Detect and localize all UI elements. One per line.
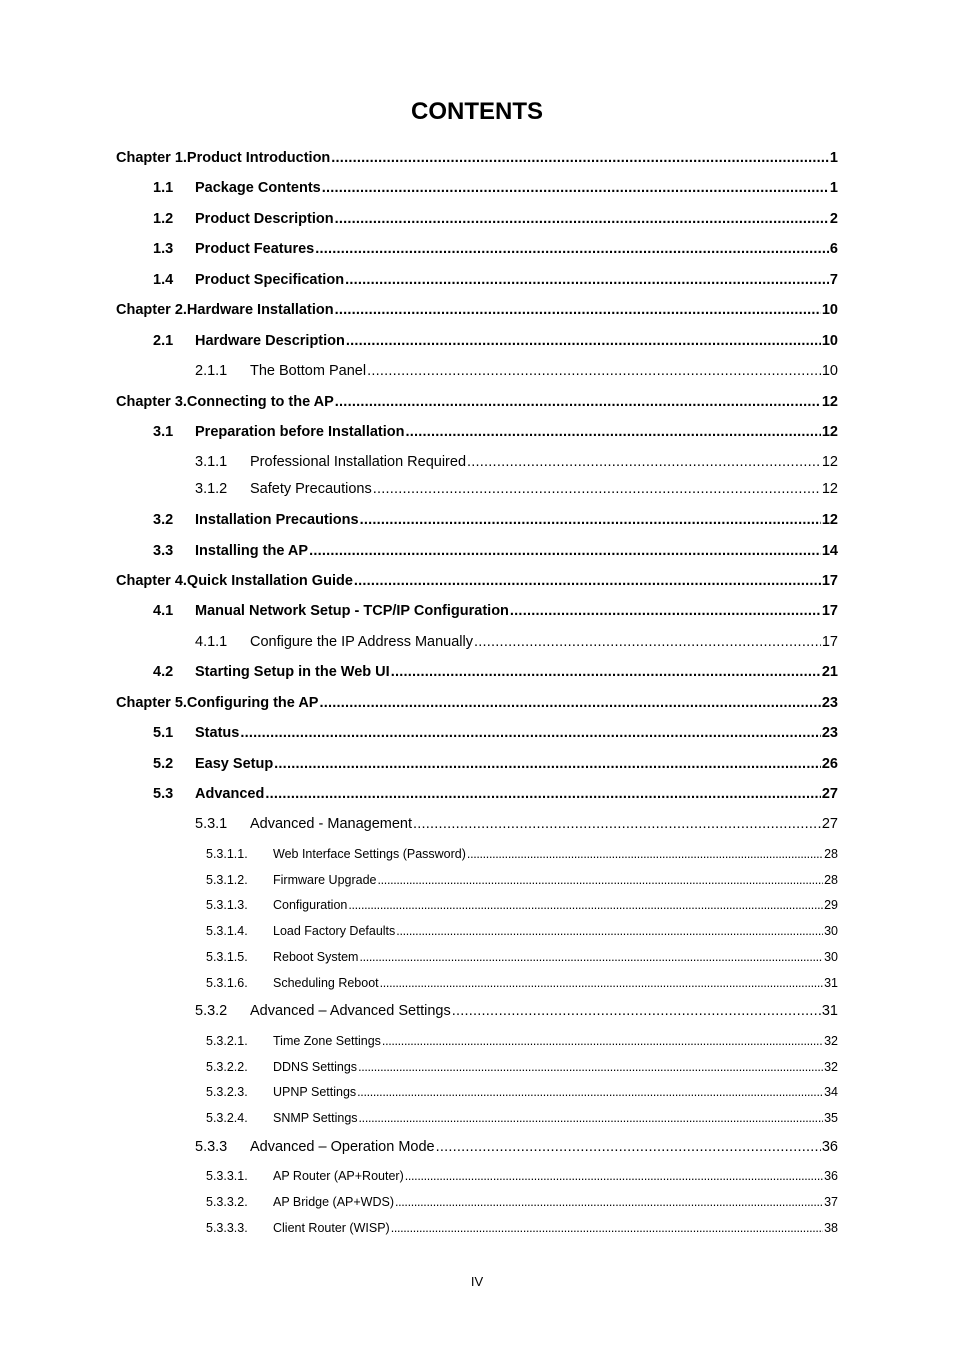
toc-number: 5.1 [153,725,174,741]
toc-entry[interactable] [116,211,838,227]
toc-leader [359,1111,824,1125]
toc-label: Advanced - Management [250,816,413,832]
toc-entry[interactable] [116,394,838,410]
toc-label: Configuration [273,898,348,912]
toc-entry[interactable] [116,898,838,912]
toc-entry[interactable] [116,512,838,528]
toc-label: Easy Setup [195,756,274,772]
toc-page: 12 [821,512,838,528]
toc-entry[interactable] [116,603,838,619]
toc-page: 32 [824,1034,838,1048]
toc-label: Advanced – Advanced Settings [250,1003,451,1019]
toc-entry[interactable] [116,756,838,772]
toc-page: 38 [824,1221,838,1235]
toc-leader [510,603,821,619]
toc-leader [346,333,821,349]
toc-leader [359,950,823,964]
toc-number: Chapter 1. [116,150,187,166]
toc-entry[interactable] [116,695,838,711]
toc-number: 5.3.2.2. [206,1060,248,1074]
toc-leader [413,816,821,832]
toc-label: Firmware Upgrade [273,873,377,887]
toc-number: Chapter 5. [116,695,187,711]
toc-entry[interactable] [116,1221,838,1235]
toc-label: The Bottom Panel [250,363,367,379]
toc-number: 5.3.3.1. [206,1169,248,1183]
toc-number: 5.3.1 [195,816,228,832]
toc-leader [335,211,829,227]
toc-entry[interactable] [116,454,838,470]
toc-page: 12 [821,454,838,470]
toc-number: Chapter 4. [116,573,187,589]
toc-entry[interactable] [116,150,838,166]
toc-page: 29 [824,898,838,912]
toc-page: 17 [821,573,838,589]
toc-number: 5.3.1.2. [206,873,248,887]
toc-label: Installation Precautions [195,512,359,528]
toc-page: 23 [821,725,838,741]
toc-leader [467,454,821,470]
toc-entry[interactable] [116,1085,838,1099]
toc-number: 2.1 [153,333,174,349]
toc-leader [406,424,821,440]
toc-number: 5.3.2.1. [206,1034,248,1048]
toc-number: 5.3.2.3. [206,1085,248,1099]
toc-number: 5.3.3 [195,1139,228,1155]
toc-entry[interactable] [116,786,838,802]
toc-entry[interactable] [116,634,838,650]
toc-leader [357,1085,823,1099]
toc-leader [467,847,823,861]
toc-leader [358,1060,823,1074]
toc-page: 36 [824,1169,838,1183]
toc-page: 30 [824,950,838,964]
toc-label: Configuring the AP [186,695,319,711]
toc-number: 3.1 [153,424,174,440]
toc-number: 3.1.2 [195,481,228,497]
toc-label: SNMP Settings [273,1111,358,1125]
toc-leader [391,664,821,680]
toc-leader [436,1139,821,1155]
toc-label: Load Factory Defaults [273,924,396,938]
toc-page: 17 [821,634,838,650]
toc-number: 1.2 [153,211,174,227]
toc-label: Safety Precautions [250,481,372,497]
toc-page: 31 [824,976,838,990]
toc-entry[interactable] [116,816,838,832]
toc-label: Product Specification [195,272,345,288]
toc-page: 26 [821,756,838,772]
toc-entry[interactable] [116,333,838,349]
toc-entry[interactable] [116,272,838,288]
toc-leader [354,573,821,589]
toc-page: 10 [821,302,838,318]
page-number: IV [470,1274,484,1289]
toc-number: 5.3.1.5. [206,950,248,964]
toc-label: Connecting to the AP [186,394,334,410]
toc-label: Web Interface Settings (Password) [273,847,466,861]
toc-page: 27 [821,786,838,802]
toc-leader [319,695,820,711]
toc-label: Reboot System [273,950,359,964]
toc-page: 35 [824,1111,838,1125]
toc-leader [405,1169,823,1183]
toc-leader [474,634,821,650]
toc-leader [452,1003,821,1019]
toc-label: Product Description [195,211,334,227]
toc-page: 23 [821,695,838,711]
toc-label: Scheduling Reboot [273,976,379,990]
toc-page: 1 [829,150,838,166]
toc-entry[interactable] [116,976,838,990]
toc-leader [373,481,821,497]
toc-entry[interactable] [116,1060,838,1074]
toc-page: 21 [821,664,838,680]
toc-page: 6 [829,241,838,257]
toc-entry[interactable] [116,573,838,589]
toc-entry[interactable] [116,1139,838,1155]
toc-entry[interactable] [116,924,838,938]
toc-page: 10 [821,333,838,349]
toc-entry[interactable] [116,543,838,559]
toc-page: 2 [829,211,838,227]
toc-label: DDNS Settings [273,1060,358,1074]
toc-leader [345,272,829,288]
toc-leader [367,363,821,379]
toc-leader [391,1221,823,1235]
toc-label: UPNP Settings [273,1085,357,1099]
toc-page: 14 [821,543,838,559]
toc-label: Starting Setup in the Web UI [195,664,390,680]
toc-leader [382,1034,823,1048]
toc-number: 5.3.1.6. [206,976,248,990]
toc-label: Professional Installation Required [250,454,467,470]
toc-number: 4.1.1 [195,634,228,650]
toc-label: Hardware Description [195,333,345,349]
toc-leader [274,756,821,772]
toc-page: 31 [821,1003,838,1019]
toc-page: 12 [821,424,838,440]
toc-label: Advanced [195,786,265,802]
toc-number: Chapter 3. [116,394,187,410]
toc-label: Time Zone Settings [273,1034,381,1048]
toc-number: 5.2 [153,756,174,772]
toc-number: 1.3 [153,241,174,257]
toc-entry[interactable] [116,1169,838,1183]
toc-leader [309,543,821,559]
toc-page: 27 [821,816,838,832]
toc-page: 12 [821,394,838,410]
toc-number: 2.1.1 [195,363,228,379]
toc-leader [396,924,823,938]
toc-leader [331,150,829,166]
toc-label: Installing the AP [195,543,309,559]
toc-leader [335,394,821,410]
toc-page: 12 [821,481,838,497]
toc-entry[interactable] [116,180,838,196]
toc-number: 3.2 [153,512,174,528]
toc-number: 5.3.1.1. [206,847,248,861]
toc-leader [265,786,821,802]
toc-entry[interactable] [116,725,838,741]
toc-label: Product Features [195,241,315,257]
toc-page: 28 [824,873,838,887]
toc-label: Configure the IP Address Manually [250,634,474,650]
toc-label: Package Contents [195,180,321,196]
toc-page: 37 [824,1195,838,1209]
toc-entry[interactable] [116,1034,838,1048]
toc-entry[interactable] [116,1195,838,1209]
toc-leader [322,180,829,196]
toc-entry[interactable] [116,481,838,497]
toc-page: 10 [821,363,838,379]
toc-label: Preparation before Installation [195,424,405,440]
toc-number: 3.1.1 [195,454,228,470]
toc-number: 1.1 [153,180,174,196]
toc-number: 4.1 [153,603,174,619]
toc-leader [360,512,821,528]
toc-page: 28 [824,847,838,861]
toc-page: 32 [824,1060,838,1074]
toc-entry[interactable] [116,241,838,257]
toc-entry[interactable] [116,302,838,318]
toc-label: Product Introduction [186,150,331,166]
toc-number: 5.3 [153,786,174,802]
toc-label: Status [195,725,240,741]
toc-leader [315,241,829,257]
toc-entry[interactable] [116,424,838,440]
toc-label: AP Bridge (AP+WDS) [273,1195,394,1209]
toc-number: 3.3 [153,543,174,559]
toc-number: 5.3.2.4. [206,1111,248,1125]
toc-number: 5.3.1.3. [206,898,248,912]
toc-label: Advanced – Operation Mode [250,1139,435,1155]
toc-entry[interactable] [116,664,838,680]
toc-entry[interactable] [116,847,838,861]
toc-number: 1.4 [153,272,174,288]
toc-page: 17 [821,603,838,619]
toc-leader [335,302,821,318]
toc-label: Client Router (WISP) [273,1221,390,1235]
toc-page: 30 [824,924,838,938]
toc-entry[interactable] [116,363,838,379]
toc-leader [380,976,823,990]
toc-number: 5.3.2 [195,1003,228,1019]
toc-number: 5.3.3.3. [206,1221,248,1235]
toc-label: Hardware Installation [186,302,334,318]
toc-entry[interactable] [116,873,838,887]
toc-number: 5.3.1.4. [206,924,248,938]
toc-leader [348,898,823,912]
toc-number: 5.3.3.2. [206,1195,248,1209]
toc-page: 1 [829,180,838,196]
toc-entry[interactable] [116,1003,838,1019]
toc-number: Chapter 2. [116,302,187,318]
toc-page: 36 [821,1139,838,1155]
toc-label: Quick Installation Guide [186,573,353,589]
toc-number: 4.2 [153,664,174,680]
toc-label: Manual Network Setup - TCP/IP Configuration [195,603,509,619]
toc-label: AP Router (AP+Router) [273,1169,404,1183]
toc-leader [378,873,824,887]
toc-entry[interactable] [116,950,838,964]
toc-page: 7 [829,272,838,288]
toc-leader [240,725,821,741]
toc-entry[interactable] [116,1111,838,1125]
page-title: CONTENTS [411,98,543,125]
toc-page: 34 [824,1085,838,1099]
toc-leader [395,1195,823,1209]
